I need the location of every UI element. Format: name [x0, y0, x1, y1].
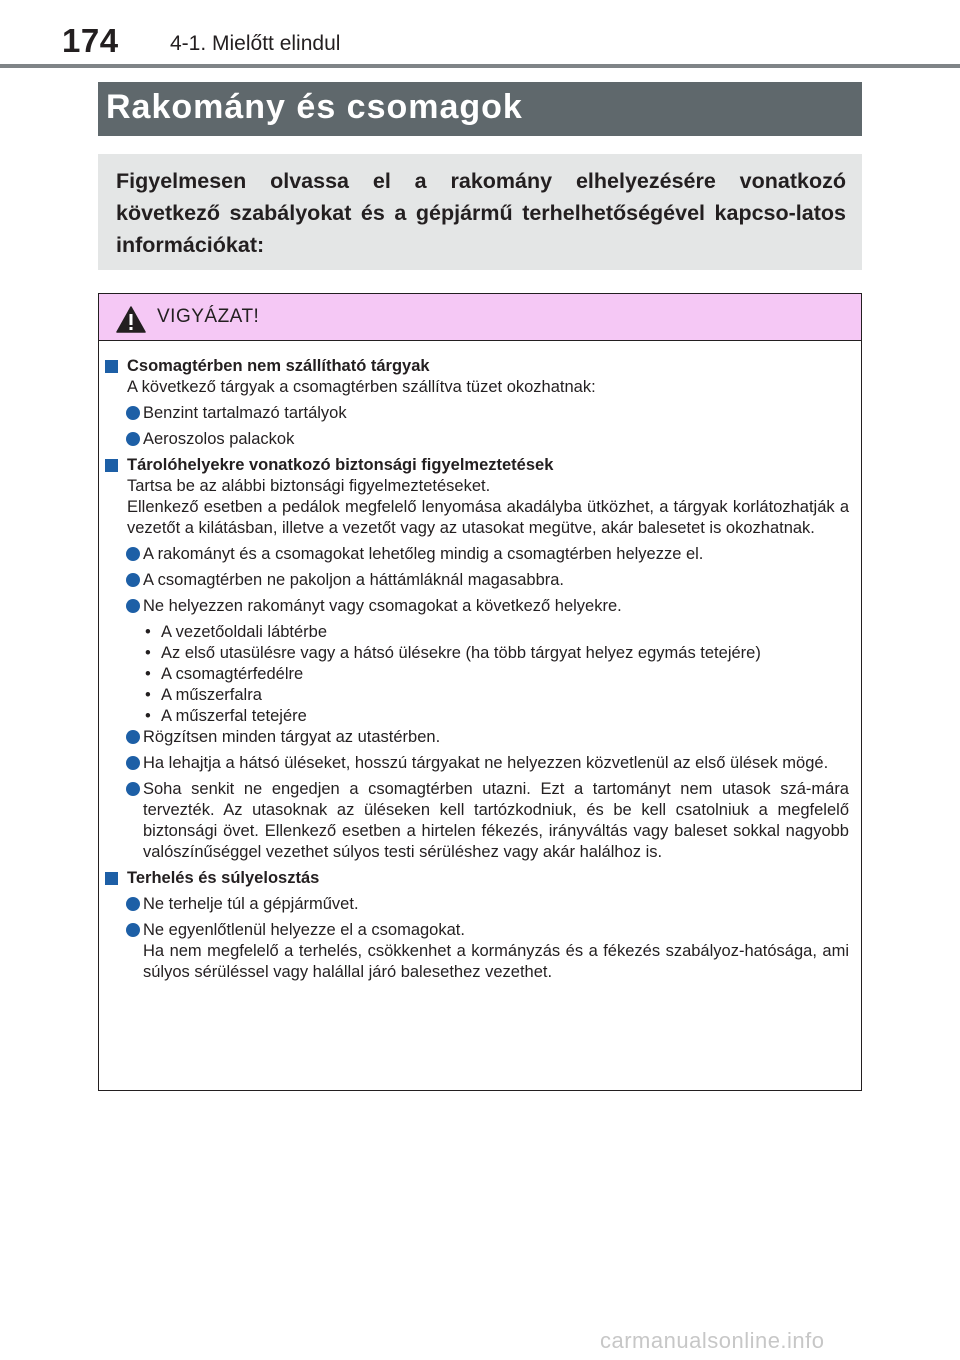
circle-bullet-icon	[126, 432, 140, 446]
list-item: Aeroszolos palackok	[105, 429, 849, 450]
sub-list-item: • A műszerfalra	[145, 686, 262, 704]
circle-bullet-icon	[126, 573, 140, 587]
header-rule	[0, 64, 960, 68]
section-text: Tartsa be az alábbi biztonsági figyelmeztetéseket.	[127, 477, 491, 495]
section-text: Ha nem megfelelő a terhelés, csökkenhet a kormányzás és a fékezés szabályoz-hatósága, ami súlyos sérüléssel vagy halállal járó balesethez vezethet.	[143, 942, 849, 981]
section-text: A következő tárgyak a csomagtérben szállítva tüzet okozhatnak:	[127, 378, 596, 396]
circle-bullet-icon	[126, 923, 140, 937]
list-item: Benzint tartalmazó tartályok	[105, 403, 849, 424]
intro-box	[98, 154, 862, 270]
section-heading: Tárolóhelyekre vonatkozó biztonsági figyelmeztetések	[105, 455, 849, 476]
sub-list-item: • A csomagtérfedélre	[145, 665, 304, 683]
list-item: Rögzítsen minden tárgyat az utastérben.	[105, 727, 849, 748]
list-item: A csomagtérben ne pakoljon a háttámláknál magasabbra.	[105, 570, 849, 591]
circle-bullet-icon	[126, 599, 140, 613]
circle-bullet-icon	[126, 782, 140, 796]
section-title: 4-1. Mielőtt elindul	[170, 32, 341, 55]
warning-triangle-icon	[116, 306, 146, 333]
section-text: Ellenkező esetben a pedálok megfelelő lenyomása akadályba ütközhet, a tárgyak korlátozhatják a vezetőt a kilátásban, illetve a vezetőt vagy az utasokat megütve, akár balesetet is okozhatnak.	[127, 498, 849, 537]
list-item: Soha senkit ne engedjen a csomagtérben utazni. Ezt a tartományt nem utasok szá-mára tervezték. Az utasoknak az üléseken kell tartózkodniuk, és be kell csatolniuk a megfelelő biztonsági övet. Ellenkező esetben a hirtelen fékezés, irányváltás vagy baleset sokkal nagyobb valószínűséggel vezethet súlyos testi sérüléshez vagy akár halálhoz is.	[105, 779, 849, 863]
list-item: A rakományt és a csomagokat lehetőleg mindig a csomagtérben helyezze el.	[105, 544, 849, 565]
sub-list-item: • A műszerfal tetejére	[145, 707, 307, 725]
square-bullet-icon	[105, 360, 118, 373]
circle-bullet-icon	[126, 406, 140, 420]
page-number: 174	[62, 22, 119, 59]
square-bullet-icon	[105, 459, 118, 472]
sub-list	[105, 622, 849, 727]
circle-bullet-icon	[126, 756, 140, 770]
list-item: Ne egyenlőtlenül helyezze el a csomagokat.	[105, 920, 849, 941]
warning-body	[99, 341, 861, 983]
list-item: Ne helyezzen rakományt vagy csomagokat a következő helyekre.	[105, 596, 849, 617]
page-title: Rakomány és csomagok	[106, 88, 523, 126]
circle-bullet-icon	[126, 730, 140, 744]
sub-list-item: • Az első utasülésre vagy a hátsó ülésekre (ha több tárgyat helyez egymás tetejére)	[145, 644, 761, 662]
page-title-bar	[98, 82, 862, 136]
section-heading: Terhelés és súlyelosztás	[105, 868, 849, 889]
square-bullet-icon	[105, 872, 118, 885]
list-item: Ha lehajtja a hátsó üléseket, hosszú tárgyakat ne helyezzen közvetlenül az első ülések mögé.	[105, 753, 849, 774]
warning-box	[98, 293, 862, 1091]
circle-bullet-icon	[126, 897, 140, 911]
page-header	[0, 0, 960, 70]
section-heading: Csomagtérben nem szállítható tárgyak	[105, 356, 849, 377]
warning-label: VIGYÁZAT!	[157, 306, 260, 327]
intro-text: Figyelmesen olvassa el a rakomány elhelyezésére vonatkozó következő szabályokat és a gépjármű terhelhetőségével kapcso-latos információkat:	[116, 169, 846, 257]
warning-header	[99, 294, 861, 341]
list-item: Ne terhelje túl a gépjárművet.	[105, 894, 849, 915]
watermark: carmanualsonline.info	[600, 1328, 825, 1353]
sub-list-item: • A vezetőoldali lábtérbe	[145, 623, 328, 641]
circle-bullet-icon	[126, 547, 140, 561]
